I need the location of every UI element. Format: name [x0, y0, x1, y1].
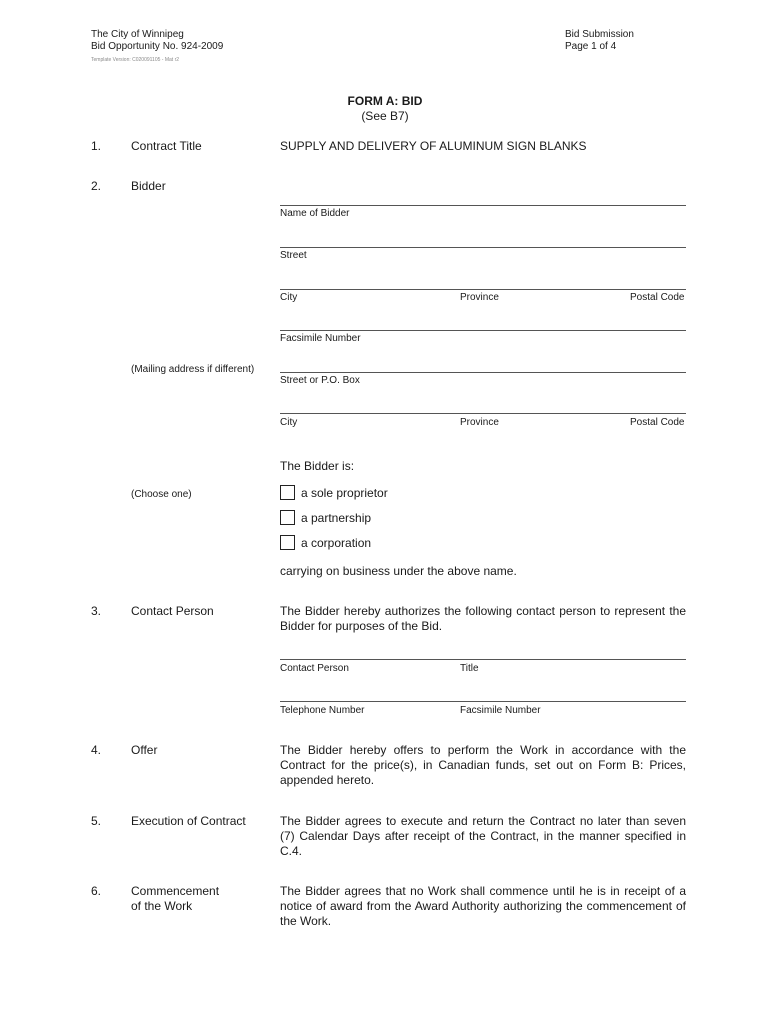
corporation-label: a corporation: [301, 536, 372, 550]
city-province-postal-field[interactable]: [280, 289, 686, 290]
mailing-street-caption: Street or P.O. Box: [280, 375, 360, 386]
section-5-label: Execution of Contract: [131, 814, 246, 828]
header-doc-type: Bid Submission: [565, 29, 634, 40]
street-field[interactable]: [280, 247, 686, 248]
section-3-number: 3.: [91, 604, 102, 618]
section-1-label: Contract Title: [131, 139, 202, 153]
sole-proprietor-label: a sole proprietor: [301, 486, 388, 500]
header-bid-number: Bid Opportunity No. 924-2009: [91, 41, 224, 52]
template-version: Template Version: C020091105 - Mat r2: [91, 57, 180, 63]
facsimile-caption: Facsimile Number: [280, 333, 361, 344]
partnership-checkbox[interactable]: [280, 510, 295, 525]
header-org: The City of Winnipeg: [91, 29, 184, 40]
form-title: FORM A: BID: [347, 94, 423, 108]
contact-person-title-field[interactable]: [280, 659, 686, 660]
section-6-number: 6.: [91, 884, 102, 898]
facsimile-field[interactable]: [280, 330, 686, 331]
bidder-name-caption: Name of Bidder: [280, 208, 350, 219]
form-subtitle: (See B7): [361, 109, 409, 123]
mailing-city-caption: City: [280, 417, 298, 428]
section-3-label: Contact Person: [131, 604, 214, 618]
bidder-is-label: The Bidder is:: [280, 459, 355, 473]
province-caption: Province: [460, 292, 499, 303]
section-5-number: 5.: [91, 814, 102, 828]
header-page-number: Page 1 of 4: [565, 41, 617, 52]
mailing-city-province-postal-field[interactable]: [280, 413, 686, 414]
contract-title-value: SUPPLY AND DELIVERY OF ALUMINUM SIGN BLANKS: [280, 139, 587, 153]
execution-text: The Bidder agrees to execute and return the Contract no later than seven (7) Calendar Days after receipt of the Contract, in the manner specified in C.4.: [280, 814, 686, 858]
section-2-number: 2.: [91, 179, 102, 193]
sole-proprietor-checkbox[interactable]: [280, 485, 295, 500]
mailing-postal-code-caption: Postal Code: [630, 417, 685, 428]
section-4-label: Offer: [131, 743, 158, 757]
contact-facsimile-caption: Facsimile Number: [460, 705, 541, 716]
carrying-on-business-text: carrying on business under the above name.: [280, 564, 517, 578]
section-2-label: Bidder: [131, 179, 166, 193]
mailing-province-caption: Province: [460, 417, 499, 428]
mailing-street-field[interactable]: [280, 372, 686, 373]
choose-one-label: (Choose one): [131, 489, 192, 500]
mailing-address-label: (Mailing address if different): [131, 364, 255, 375]
commencement-text: The Bidder agrees that no Work shall commence until he is in receipt of a notice of award from the Award Authority authorizing the commencement of the Work.: [280, 884, 686, 928]
contact-person-caption: Contact Person: [280, 663, 349, 674]
telephone-caption: Telephone Number: [280, 705, 365, 716]
contact-person-text: The Bidder hereby authorizes the following contact person to represent the Bidder for purposes of the Bid.: [280, 604, 686, 633]
postal-code-caption: Postal Code: [630, 292, 685, 303]
section-6-label-line1: Commencement: [131, 884, 220, 898]
corporation-checkbox[interactable]: [280, 535, 295, 550]
title-caption: Title: [460, 663, 479, 674]
bidder-name-field[interactable]: [280, 205, 686, 206]
partnership-label: a partnership: [301, 511, 372, 525]
section-6-label-line2: of the Work: [131, 899, 193, 913]
city-caption: City: [280, 292, 298, 303]
section-1-number: 1.: [91, 139, 102, 153]
offer-text: The Bidder hereby offers to perform the Work in accordance with the Contract for the price(s), in Canadian funds, set out on Form B: Prices, appended hereto.: [280, 743, 686, 787]
street-caption: Street: [280, 250, 307, 261]
telephone-facsimile-field[interactable]: [280, 701, 686, 702]
section-4-number: 4.: [91, 743, 102, 757]
